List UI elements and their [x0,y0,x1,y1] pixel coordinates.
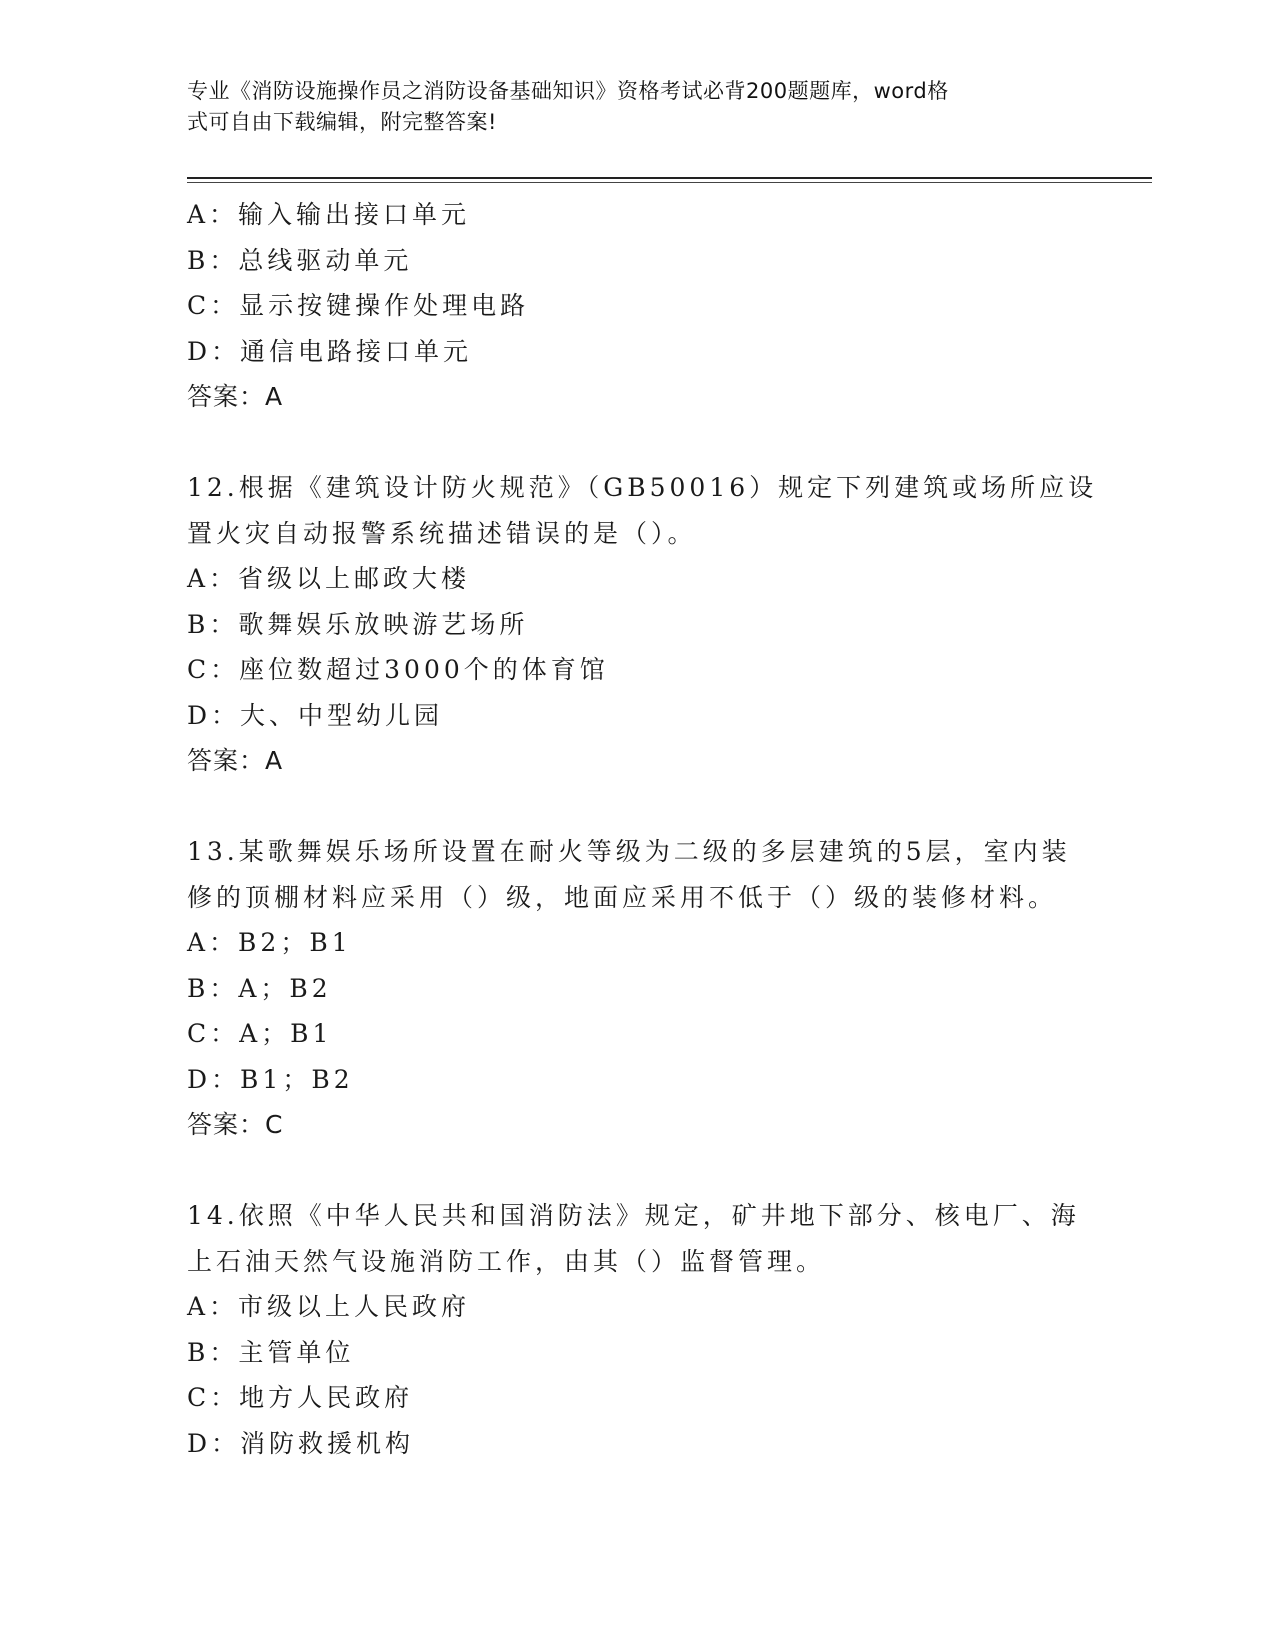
question-block-13 [187,829,1087,1148]
option-c: C：显示按键操作处理电路 [187,291,530,320]
answer-line: 答案：C [187,1110,284,1139]
option-c: C：座位数超过3000个的体育馆 [187,655,609,684]
option-c: C：地方人民政府 [187,1383,414,1412]
option-d: D：大、中型幼儿园 [187,700,444,730]
question-text-line-2: 上石油天然气设施消防工作，由其（）监督管理。 [187,1246,826,1276]
answer-line: 答案：A [187,382,284,411]
spacer [187,784,1087,830]
option-d: D：B1；B2 [187,1064,354,1094]
option-b: B：歌舞娱乐放映游艺场所 [187,609,529,639]
option-a: A：省级以上邮政大楼 [187,564,471,593]
document-header [187,76,1067,138]
question-list [187,192,1098,1466]
option-d: D：通信电路接口单元 [187,336,473,366]
spacer [187,420,1087,466]
header-divider-thick [187,177,1152,179]
option-a: A：市级以上人民政府 [187,1292,471,1321]
question-block-14 [187,1193,1087,1466]
option-b: B：主管单位 [187,1337,355,1367]
option-c: C：A；B1 [187,1019,333,1048]
question-block-12 [187,465,1098,784]
question-block-prev [187,192,1087,420]
option-b: B：总线驱动单元 [187,245,413,275]
question-text-line-1: 14.依照《中华人民共和国消防法》规定，矿井地下部分、核电厂、海 [187,1201,1080,1230]
option-a: A：输入输出接口单元 [187,200,471,229]
option-b: B：A；B2 [187,973,332,1003]
question-text-line-2: 置火灾自动报警系统描述错误的是（）。 [187,518,697,548]
header-divider-thin [187,182,1152,183]
header-line-2: 式可自由下载编辑，附完整答案! [187,110,497,134]
question-text-line-2: 修的顶棚材料应采用（）级，地面应采用不低于（）级的装修材料。 [187,882,1058,912]
option-a: A：B2；B1 [187,928,352,957]
option-d: D：消防救援机构 [187,1428,415,1458]
question-text-line-1: 13.某歌舞娱乐场所设置在耐火等级为二级的多层建筑的5层，室内装 [187,837,1071,866]
question-text-line-1: 12.根据《建筑设计防火规范》（GB50016）规定下列建筑或场所应设 [187,473,1098,502]
spacer [187,1148,1087,1194]
answer-line: 答案：A [187,746,284,775]
header-line-1: 专业《消防设施操作员之消防设备基础知识》资格考试必背200题题库，word格 [187,79,949,103]
